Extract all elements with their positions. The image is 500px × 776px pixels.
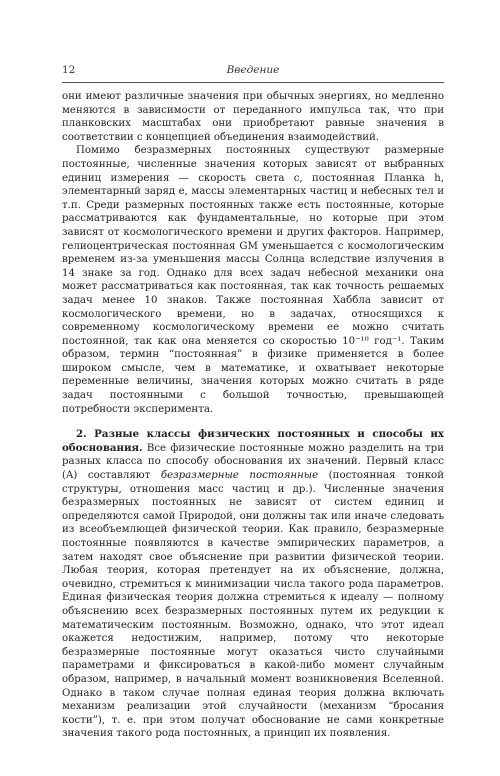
- running-title: Введение: [226, 64, 280, 76]
- section-text-emphasis: безразмерные постоянные: [160, 470, 319, 482]
- header-rule: [62, 82, 444, 83]
- paragraph-continuation: они имеют различные значения при обычных энергиях, но медленно меняются в зависимости от переданного импульса так, что при планковских масштабах они приобретают равные значения в соответствии с концепцией объединения взаимодействий.: [62, 91, 444, 143]
- section-text-b: (постоянная тонкой структуры, отношения масс частиц и др.). Численные значения безразмерных постоянных не зависят от систем единиц и определяются самой Природой, они должны так или иначе следовать из всеобъемлющей физической теории. Как правило, безразмерные постоянные появляются в качестве эмпирических параметров, а затем находят свое объяснение при развитии физической теории. Любая теория, которая претендует на их объяснение, должна, очевидно, стремиться к минимизации числа такого рода параметров. Единая физическая теория должна стремиться к идеалу — полному объяснению всех безразмерных постоянных путем их редукции к математическим постоянным. Возможно, однако, что этот идеал окажется недостижим, например, потому что некоторые безразмерные постоянные могут оказаться чисто случайными параметрами и фиксироваться в какой-либо момент случайным образом, например, в начальный момент возникновения Вселенной. Однако в таком случае полная единая теория должна включать механизм реализации этой случайности (механизм “бросания кости”), т. е. при этом получат обоснование не сами конкретные значения такого рода постоянных, а принцип их появления.: [62, 470, 444, 740]
- section-heading: 2. Разные классы физических постоянных и способы их обоснования.: [62, 428, 444, 454]
- page-number: 12: [62, 64, 76, 76]
- page-body: [62, 90, 444, 741]
- paragraph-section-2: [62, 428, 444, 741]
- section-text-a: Все физические постоянные можно разделить на три разных класса по способу обоснования их значений. Первый класс (A) составляют: [62, 442, 444, 482]
- paragraph-dimensional-constants: Помимо безразмерных постоянных существуют размерные постоянные, численные значения которых зависят от выбранных единиц измерения — скорость света c, постоянная Планка h, элементарный заряд e, массы элементарных частиц и небесных тел и т.п. Среди размерных постоянных также есть постоянные, которые рассматриваются как фундаментальные, но которые при этом зависят от космологического времени и других факторов. Например, гелиоцентрическая постоянная GM уменьшается с космологическим временем из-за уменьшения массы Солнца вследствие излучения в 14 знаке за год. Однако для всех задач небесной механики она может рассматриваться как постоянная, так как точность решаемых задач менее 10 знаков. Также постоянная Хаббла зависит от космологического времени, но в задачах, относящихся к современному космологическому времени ее можно считать постоянной, так как она меняется со скоростью 10⁻¹⁰ год⁻¹. Таким образом, термин “постоянная” в физике применяется в более широком смысле, чем в математике, и охватывает некоторые переменные величины, значения которых можно считать в ряде задач постоянными с большой точностью, превышающей потребности эксперимента.: [62, 145, 444, 415]
- page-header: [62, 64, 444, 78]
